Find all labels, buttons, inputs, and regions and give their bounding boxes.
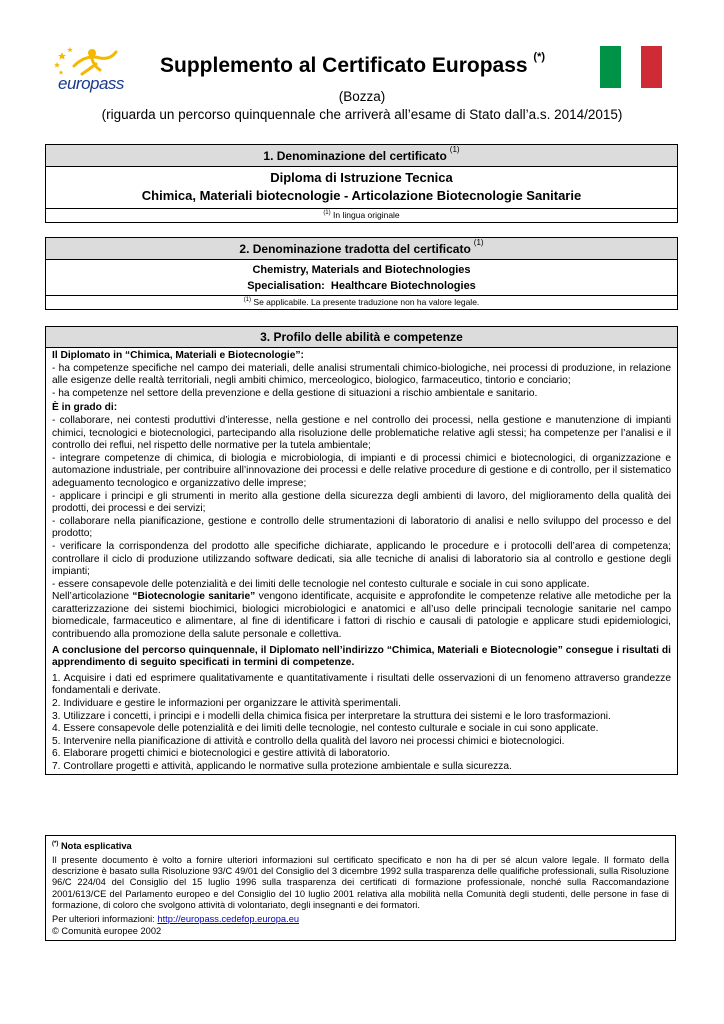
abilities-heading: È in grado di: <box>52 402 118 414</box>
note-title: (*) Nota esplicativa <box>52 841 132 852</box>
section-2-box <box>45 237 678 310</box>
ability-bullet: - collaborare, nei contesti produttivi d’interesse, nella gestione e nel controllo dei processi, nella gestione e manutenzione di impianti chimici, tecnologici e biotecnologici, partecipando alla risoluzione delle problematiche relative agli stessi; ha competenze per l’analisi e il controllo dei reflui, nel rispetto delle normative per la tutela ambientale; <box>52 414 671 452</box>
competence-item: 5. Intervenire nella pianificazione di attività e controllo della qualità del lavoro nei processi chimici e biotecnologici. <box>52 735 565 747</box>
europass-link[interactable]: http://europass.cedefop.europa.eu <box>157 913 300 924</box>
competence-item: 7. Controllare progetti e attività, applicando le normative sulla protezione ambientale e sulla sicurezza. <box>52 761 512 772</box>
section-2-heading: 2. Denominazione tradotta del certificato $^{(1)}$ <box>46 238 677 260</box>
section-1-footnote: $^{(1)}$ In lingua originale <box>46 208 677 222</box>
conclusion-paragraph: A conclusione del percorso quinquennale, il Diplomato nell’indirizzo “Chimica, Materiali e Biotecnologie” consegue i risultati di apprendimento di seguito specificati in termini di competenze. <box>52 644 671 669</box>
profile-intro: Il Diplomato in “Chimica, Materiali e Biotecnologie”: <box>52 350 304 361</box>
section-2-footnote: $^{(1)}$ Se applicabile. La presente traduzione non ha valore legale. <box>46 295 677 309</box>
explanatory-note <box>45 835 676 941</box>
note-text: Il presente documento è volto a fornire ulteriori informazioni sul certificato specificato e non ha di per sé alcun valore legale. Il formato della descrizione è basato sulla Risoluzione 93/C 49/01 del Consiglio del 3 dicembre 1992 sulla trasparenza delle qualifiche professionali, sulla Risoluzione 96/C 224/04 del Consiglio del 15 luglio 1996 sulla trasparenza dei certificati di formazione professionale, nonché sulla Raccomandazione 2001/613/CE del Parlamento europeo e del Consiglio del 10 luglio 2001 relativa alla mobilità nella Comunità degli studenti, delle persone in fase di formazione, di coloro che svolgono attività di volontariato, degli insegnanti e dei formatori. <box>52 854 669 911</box>
flag-green-stripe <box>600 46 621 88</box>
europass-wordmark: europass <box>58 74 124 93</box>
competence-list <box>52 673 671 774</box>
ability-bullet: - collaborare nella pianificazione, gestione e controllo delle strumentazioni di laboratorio di analisi e nello sviluppo del processo e del prodotto; <box>52 515 671 540</box>
title-footnote-mark: (*) <box>533 51 546 63</box>
section-3-body <box>46 348 677 774</box>
draft-label: (Bozza) <box>338 89 386 104</box>
articulation-paragraph: Nell’articolazione “Biotecnologie sanitarie” vengono identificate, acquisite e approfondite le competenze relative alle metodiche per la caratterizzazione dei sistemi biochimici, biologici microbiologici e anatomici e all’uso delle principali tecnologie sanitarie nel campo biomedicale, farmaceutico e alimentare, al fine di identificare i fattori di rischio e causali di patologie e applicare studi epidemiologici, contribuendo alla promozione della salute personale e collettiva. <box>52 591 672 641</box>
profile-paragraph: - ha competenze nel settore della prevenzione e della gestione di situazioni a rischio ambientale e sanitario. <box>52 387 538 399</box>
competence-item: 6. Elaborare progetti chimici e biotecnologici e gestire attività di laboratorio. <box>52 748 391 760</box>
section-3-heading: 3. Profilo delle abilità e competenze <box>46 327 677 348</box>
section-2-line2: Specialisation: Healthcare Biotechnologies <box>247 280 476 292</box>
ability-bullet: - applicare i principi e gli strumenti in merito alla gestione della sicurezza degli ambienti di lavoro, del miglioramento della qualità dei prodotti, dei processi e dei servizi; <box>52 490 671 515</box>
ability-bullet: - essere consapevole delle potenzialità e dei limiti delle tecnologie nel contesto culturale e sociale in cui sono applicate. <box>52 578 590 590</box>
section-2-line1: Chemistry, Materials and Biotechnologies <box>252 264 471 276</box>
competence-item: 4. Essere consapevole delle potenzialità e dei limiti delle tecnologie, nel contesto culturale e sociale in cui sono applicate. <box>52 723 599 735</box>
competence-item: 3. Utilizzare i concetti, i principi e i modelli della chimica fisica per interpretare la struttura dei sistemi e le loro trasformazioni. <box>52 710 611 722</box>
europass-logo <box>52 44 124 94</box>
section-3-box <box>45 326 678 775</box>
ability-bullet: - verificare la corrispondenza del prodotto alle specifiche dichiarate, applicando le procedure e i protocolli dell’area di competenza; controllare il ciclo di produzione utilizzando software dedicati, sia alle tecniche di analisi di laboratorio sia al controllo e gestione degli impianti; <box>52 540 671 578</box>
section-1-line2: Chimica, Materiali biotecnologie - Articolazione Biotecnologie Sanitarie <box>141 188 582 203</box>
section-1-heading: 1. Denominazione del certificato $^{(1)}$ <box>46 145 677 167</box>
ability-bullet: - integrare competenze di chimica, di biologia e microbiologia, di impianti e di processi chimici e biotecnologici, di organizzazione e automazione industriale, per contribuire all’innovazione dei processi e delle relative procedure di gestione e di controllo, per il sistematico adeguamento tecnologico e organizzativo delle imprese; <box>52 452 671 489</box>
competence-item: 2. Individuare e gestire le informazioni per organizzare le attività sperimentali. <box>52 698 401 710</box>
note-info: Per ulteriori informazioni: http://europass.cedefop.europa.eu <box>52 913 300 924</box>
competence-item: 1. Acquisire i dati ed esprimere qualitativamente e quantitativamente i risultati delle osservazioni di un fenomeno attraverso grandezze fondamentali e derivate. <box>52 672 671 697</box>
italian-flag-icon <box>600 46 662 88</box>
document-title: Supplemento al Certificato Europass (*) <box>160 51 546 77</box>
flag-red-stripe <box>641 46 662 88</box>
copyright: © Comunità europee 2002 <box>52 925 162 936</box>
flag-white-stripe <box>621 46 642 88</box>
subtitle: (riguarda un percorso quinquennale che arriverà all’esame di Stato dall’a.s. 2014/2015) <box>101 107 623 122</box>
section-1-line1: Diploma di Istruzione Tecnica <box>270 170 453 185</box>
section-1-box <box>45 144 678 223</box>
profile-paragraph: - ha competenze specifiche nel campo dei materiali, delle analisi strumentali chimico-biologiche, nei processi di produzione, in relazione alle esigenze delle realtà territoriali, negli ambiti chimico, merceologico, biologico, farmaceutico, tintorio e conciario; <box>52 362 671 387</box>
